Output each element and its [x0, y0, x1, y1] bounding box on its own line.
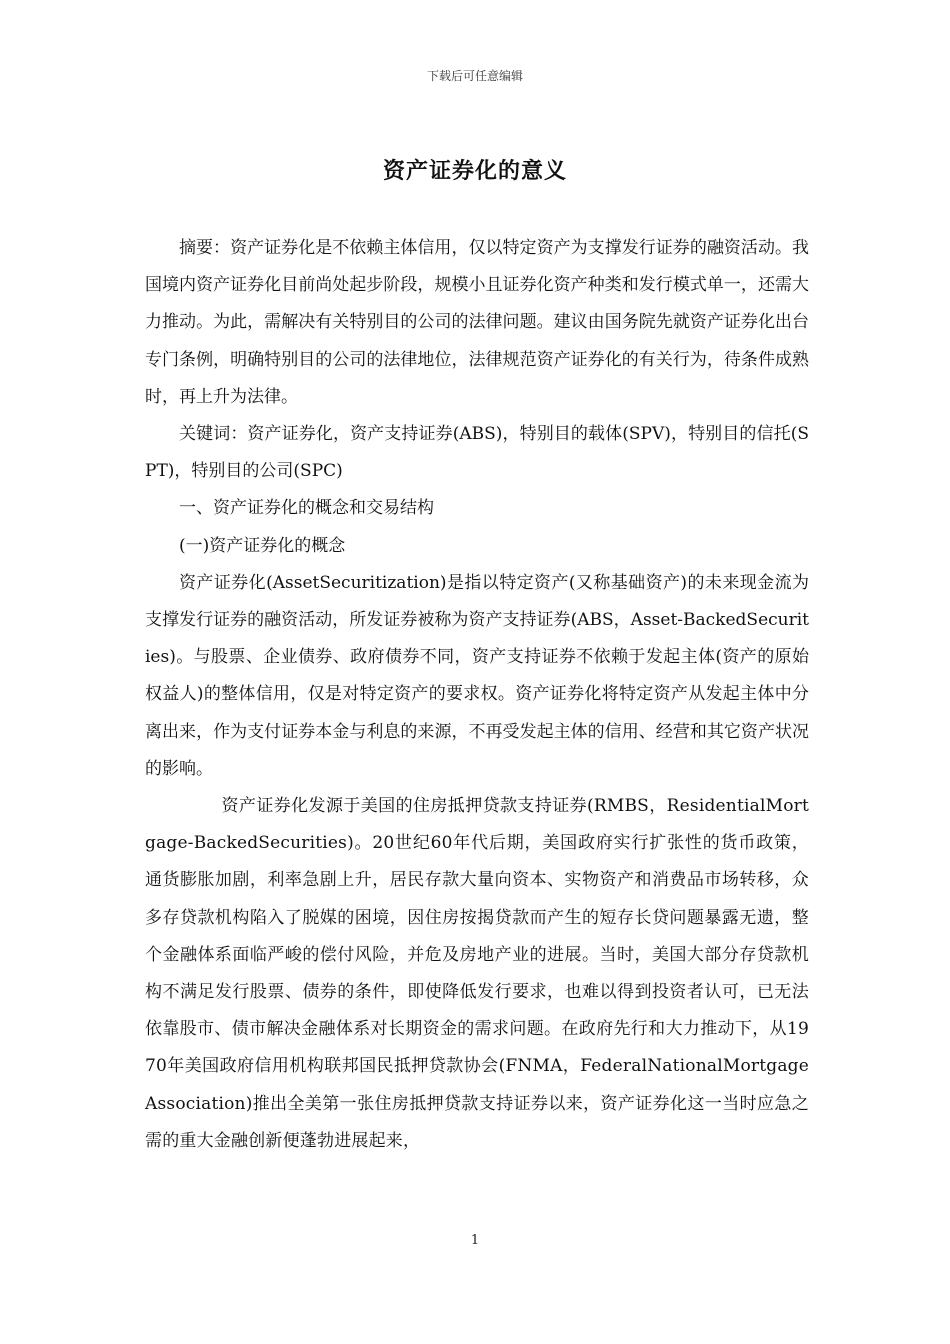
- page-title: 资产证券化的意义: [382, 159, 567, 184]
- definition-paragraph: 资产证券化(AssetSecuritization)是指以特定资产(又称基础资产)的未来现金流为支撑发行证券的融资活动，所发证券被称为资产支持证券(ABS，Asset-BackedSecurities)。与股票、企业债券、政府债券不同，资产支持证券不依赖于发起主体(资产的原始权益人)的整体信用，仅是对特定资产的要求权。资产证券化将特定资产从发起主体中分离出来，作为支付证券本金与利息的来源，不再受发起主体的信用、经营和其它资产状况的影响。: [145, 572, 809, 779]
- history-paragraph: 资产证券化发源于美国的住房抵押贷款支持证券(RMBS，ResidentialMortgage-BackedSecurities)。20世纪60年代后期，美国政府实行扩张性的货币政策，通货膨胀加剧，利率急剧上升，居民存款大量向资本、实物资产和消费品市场转移，众多存贷款机构陷入了脱媒的困境，因住房按揭贷款而产生的短存长贷问题暴露无遗，整个金融体系面临严峻的偿付风险，并危及房地产业的进展。当时，美国大部分存贷款机构不满足发行股票、债券的条件，即使降低发行要求，也难以得到投资者认可，已无法依靠股市、债市解决金融体系对长期资金的需求问题。在政府先行和大力推动下，从1970年美国政府信用机构联邦国民抵押贷款协会(FNMA，FederalNationalMortgageAssociation)推出全美第一张住房抵押贷款支持证券以来，资产证券化这一当时应急之需的重大金融创新便蓬勃进展起来，: [145, 796, 809, 1151]
- section-heading: 一、资产证券化的概念和交易结构: [179, 498, 434, 519]
- subsection-heading: (一)资产证券化的概念: [179, 535, 346, 556]
- abstract-paragraph: 摘要：资产证券化是不依赖主体信用，仅以特定资产为支撑发行证券的融资活动。我国境内资产证券化目前尚处起步阶段，规模小且证券化资产种类和发行模式单一，还需大力推动。为此，需解决有关特别目的公司的法律问题。建议由国务院先就资产证券化出台专门条例，明确特别目的公司的法律地位，法律规范资产证券化的有关行为，待条件成熟时，再上升为法律。: [145, 238, 809, 407]
- keywords-paragraph: 关键词：资产证券化，资产支持证券(ABS)，特别目的载体(SPV)，特别目的信托(SPT)，特别目的公司(SPC): [145, 424, 809, 482]
- document-body: [145, 230, 809, 1160]
- page-number: 1: [470, 1233, 480, 1248]
- header-note: 下载后可任意编辑: [426, 69, 523, 83]
